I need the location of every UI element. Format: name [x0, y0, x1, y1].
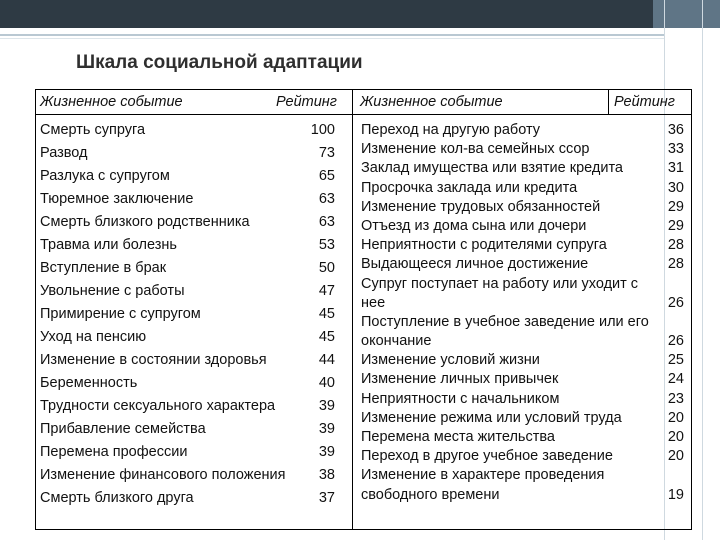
table-row — [40, 464, 335, 487]
slide-header-rule-thin — [0, 38, 664, 39]
event-rating: 39 — [318, 421, 335, 437]
event-rating: 39 — [318, 398, 335, 414]
table-border-left — [35, 89, 36, 530]
table-row — [361, 121, 684, 140]
event-rating: 63 — [318, 214, 335, 230]
event-rating: 65 — [318, 168, 335, 184]
event-name: Развод — [40, 145, 88, 161]
event-rating: 47 — [318, 283, 335, 299]
event-rating: 100 — [310, 122, 335, 138]
event-rating: 36 — [667, 122, 684, 138]
table-row — [361, 447, 684, 466]
event-rating: 53 — [318, 237, 335, 253]
event-rating: 45 — [318, 306, 335, 322]
table-row — [361, 140, 684, 159]
header-right-rating: Рейтинг — [614, 94, 675, 110]
event-name: Изменение в состоянии здоровья — [40, 352, 267, 368]
table-row — [361, 313, 684, 351]
event-rating: 29 — [667, 198, 684, 215]
event-name: Изменение кол-ва семейных ссор — [361, 141, 590, 158]
event-name: Примирение с супругом — [40, 306, 201, 322]
event-name: Изменение трудовых обязанностей — [361, 198, 601, 215]
event-rating: 40 — [318, 375, 335, 391]
table-border-top — [35, 89, 692, 90]
table-row — [40, 303, 335, 326]
table-row — [40, 165, 335, 188]
event-name: Смерть близкого родственника — [40, 214, 250, 230]
event-name: Изменение финансового положения — [40, 467, 286, 483]
event-name — [361, 275, 638, 313]
event-name-line: свободного времени — [361, 486, 500, 503]
table-row — [40, 234, 335, 257]
event-name: Тюремное заключение — [40, 191, 194, 207]
slide-edge-line — [702, 0, 703, 540]
event-name: Прибавление семейства — [40, 421, 206, 437]
table-border-bottom — [35, 529, 692, 530]
event-rating: 45 — [318, 329, 335, 345]
event-name: Изменение режима или условий труда — [361, 409, 622, 426]
event-name: Смерть супруга — [40, 122, 146, 138]
event-name: Заклад имущества или взятие кредита — [361, 160, 623, 177]
table-row — [361, 217, 684, 236]
event-name: Перемена профессии — [40, 444, 188, 460]
event-name: Неприятности с начальником — [361, 390, 560, 407]
table-row — [40, 395, 335, 418]
event-rating: 25 — [667, 352, 684, 369]
table-row — [361, 198, 684, 217]
event-name: Выдающееся личное достижение — [361, 256, 589, 273]
event-name-line: Изменение в характере проведения — [361, 467, 605, 484]
table-header-divider-right — [608, 89, 609, 114]
table-row — [40, 188, 335, 211]
table-row — [40, 142, 335, 165]
table-row — [40, 441, 335, 464]
table-row — [361, 236, 684, 255]
event-rating: 29 — [667, 217, 684, 234]
event-name: Смерть близкого друга — [40, 490, 194, 506]
table-row — [40, 280, 335, 303]
event-rating: 28 — [667, 237, 684, 254]
table-row — [40, 487, 335, 510]
header-right-event: Жизненное событие — [360, 94, 503, 110]
event-rating: 20 — [667, 448, 684, 465]
table-row — [361, 466, 684, 504]
event-name-line: нее — [361, 294, 386, 311]
table-row — [361, 428, 684, 447]
event-name: Перемена места жительства — [361, 429, 555, 446]
event-name: Изменение личных привычек — [361, 371, 559, 388]
event-rating: 24 — [667, 371, 684, 388]
table-row — [361, 409, 684, 428]
table-row — [40, 372, 335, 395]
right-events-column — [361, 121, 684, 505]
event-name: Неприятности с родителями супруга — [361, 237, 607, 254]
header-left-event: Жизненное событие — [40, 94, 183, 110]
event-rating: 39 — [318, 444, 335, 460]
table-row — [361, 275, 684, 313]
table-row — [361, 370, 684, 389]
event-rating: 23 — [667, 390, 684, 407]
table-border-right — [691, 89, 692, 530]
event-name — [361, 466, 604, 504]
left-events-column — [40, 119, 335, 510]
event-rating: 73 — [318, 145, 335, 161]
event-name: Переход в другое учебное заведение — [361, 448, 613, 465]
event-name: Беременность — [40, 375, 138, 391]
event-name-line: Поступление в учебное заведение или его — [361, 313, 649, 330]
slide-header-rule — [0, 34, 664, 36]
event-rating: 44 — [318, 352, 335, 368]
event-rating: 28 — [667, 256, 684, 273]
table-column-divider — [352, 89, 353, 530]
event-rating: 30 — [667, 179, 684, 196]
event-name: Разлука с супругом — [40, 168, 170, 184]
adaptation-scale-table — [35, 89, 692, 530]
event-name: Трудности сексуального характера — [40, 398, 276, 414]
table-row — [361, 255, 684, 274]
table-row — [40, 418, 335, 441]
event-name: Переход на другую работу — [361, 122, 541, 138]
event-rating: 50 — [318, 260, 335, 276]
event-name: Травма или болезнь — [40, 237, 177, 253]
table-row — [40, 119, 335, 142]
event-rating: 26 — [667, 333, 684, 350]
slide-top-bar — [0, 0, 720, 28]
event-rating: 33 — [667, 141, 684, 158]
event-name: Увольнение с работы — [40, 283, 185, 299]
event-name: Просрочка заклада или кредита — [361, 179, 578, 196]
event-name-line: Супруг поступает на работу или уходит с — [361, 275, 639, 292]
event-name: Вступление в брак — [40, 260, 167, 276]
table-header-divider — [35, 114, 692, 115]
event-rating: 20 — [667, 429, 684, 446]
event-rating: 26 — [667, 294, 684, 311]
event-rating: 38 — [318, 467, 335, 483]
event-name: Изменение условий жизни — [361, 352, 540, 369]
table-row — [361, 179, 684, 198]
table-row — [361, 351, 684, 370]
event-name-line: окончание — [361, 333, 432, 350]
table-row — [40, 349, 335, 372]
event-rating: 31 — [667, 160, 684, 177]
slide-title: Шкала социальной адаптации — [76, 52, 363, 73]
table-row — [40, 326, 335, 349]
header-left-rating: Рейтинг — [276, 94, 337, 110]
event-rating: 37 — [318, 490, 335, 506]
table-row — [361, 159, 684, 178]
event-rating: 20 — [667, 409, 684, 426]
event-rating: 19 — [667, 486, 684, 503]
event-name: Отъезд из дома сына или дочери — [361, 217, 587, 234]
table-row — [40, 211, 335, 234]
event-name — [361, 313, 649, 351]
table-row — [361, 390, 684, 409]
table-row — [40, 257, 335, 280]
event-name: Уход на пенсию — [40, 329, 147, 345]
event-rating: 63 — [318, 191, 335, 207]
